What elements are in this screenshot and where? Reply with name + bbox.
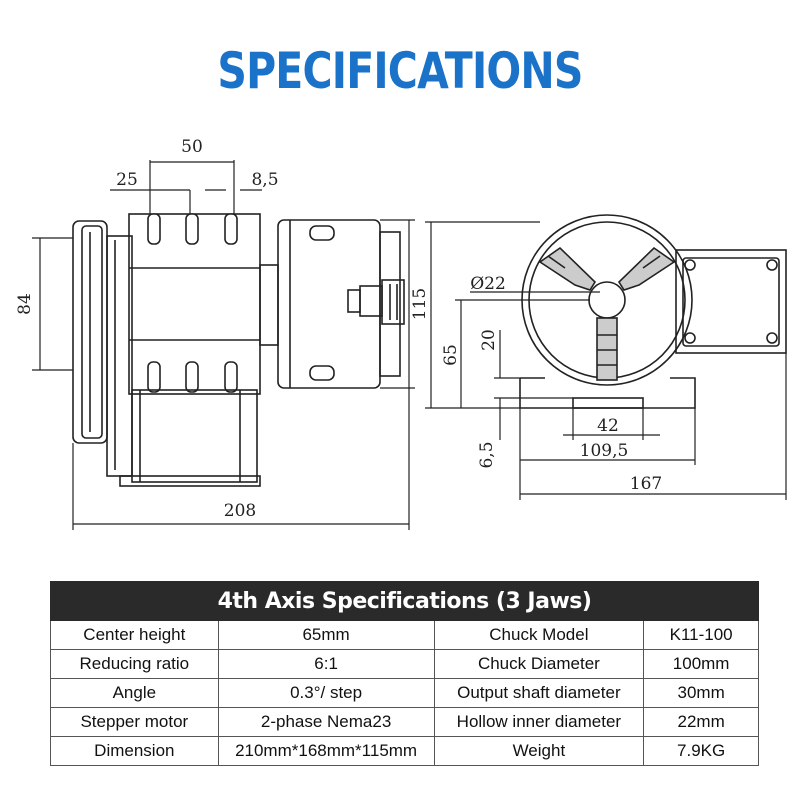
spec-label: Chuck Diameter (434, 650, 644, 679)
spec-label: Chuck Model (434, 621, 644, 650)
spec-value: 65mm (218, 621, 434, 650)
dim-50: 50 (181, 137, 203, 157)
base (520, 378, 695, 408)
stepper-motor (132, 390, 257, 482)
spec-label: Center height (51, 621, 219, 650)
dim-42: 42 (597, 416, 619, 436)
dim-diameter-22: Ø22 (470, 274, 506, 294)
table-heading: 4th Axis Specifications (3 Jaws) (51, 582, 759, 621)
spec-value: 2-phase Nema23 (218, 708, 434, 737)
side-view (73, 214, 404, 486)
table-row (51, 621, 759, 650)
front-view (520, 215, 786, 408)
table-row (51, 679, 759, 708)
spec-label: Stepper motor (51, 708, 219, 737)
page-title: SPECIFICATIONS (217, 42, 583, 100)
spec-value: 100mm (644, 650, 759, 679)
spec-label: Reducing ratio (51, 650, 219, 679)
chuck-side (278, 220, 380, 388)
table-row (51, 650, 759, 679)
dim-8-5: 8,5 (251, 170, 279, 190)
spec-label: Angle (51, 679, 219, 708)
spec-table (50, 581, 759, 766)
dim-115: 115 (410, 287, 430, 321)
spec-label: Hollow inner diameter (434, 708, 644, 737)
spec-value: 22mm (644, 708, 759, 737)
spec-value: 0.3°/ step (218, 679, 434, 708)
spec-value: K11-100 (644, 621, 759, 650)
dim-65: 65 (441, 344, 461, 366)
spec-value: 7.9KG (644, 737, 759, 766)
table-row (51, 708, 759, 737)
dim-84: 84 (15, 293, 35, 315)
spec-label: Output shaft diameter (434, 679, 644, 708)
dim-208: 208 (223, 501, 257, 521)
spec-value: 30mm (644, 679, 759, 708)
dim-20: 20 (479, 329, 499, 351)
dim-25: 25 (116, 170, 138, 190)
spec-value: 6:1 (218, 650, 434, 679)
dim-109-5: 109,5 (579, 441, 629, 461)
dim-6-5: 6,5 (477, 441, 497, 469)
spec-value: 210mm*168mm*115mm (218, 737, 434, 766)
dim-167: 167 (629, 474, 663, 494)
spec-label: Weight (434, 737, 644, 766)
table-row (51, 737, 759, 766)
spec-label: Dimension (51, 737, 219, 766)
